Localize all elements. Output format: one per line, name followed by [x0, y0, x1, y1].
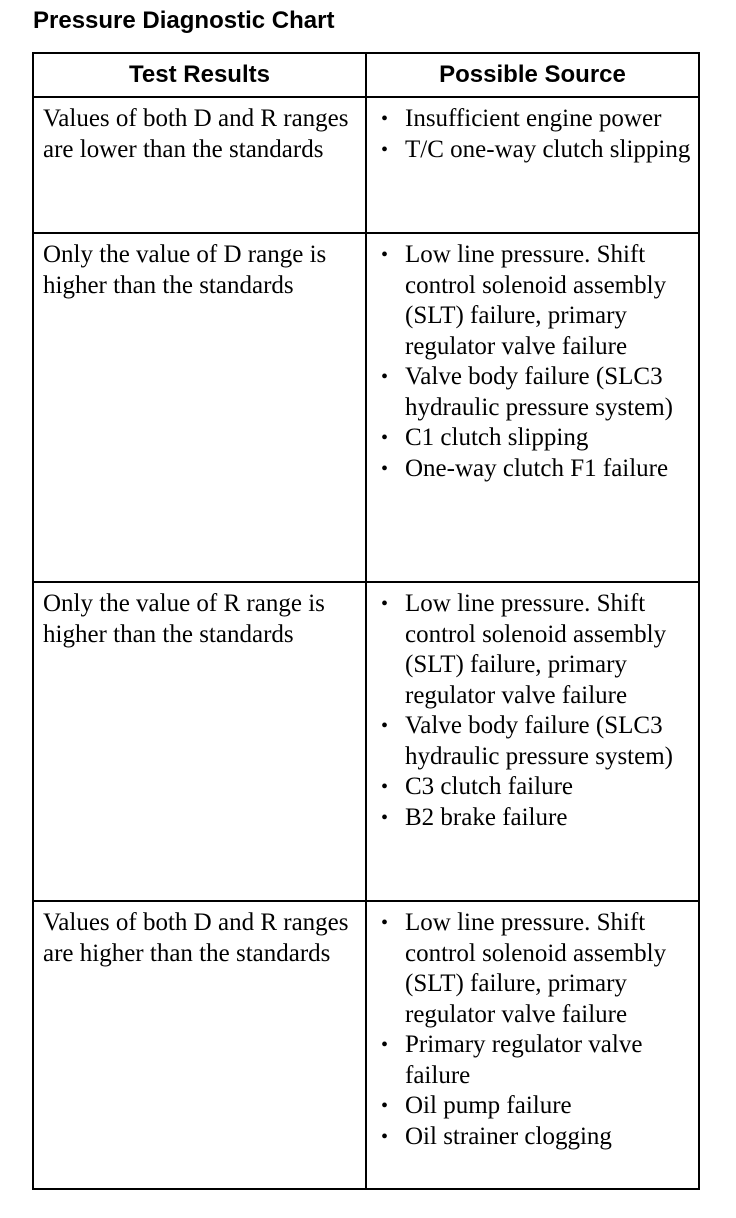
bullet-icon: •	[381, 244, 389, 266]
test-result-cell	[33, 582, 366, 901]
source-list	[367, 902, 698, 1158]
possible-source-cell	[366, 97, 699, 233]
source-text: Valve body failure (SLC3 hydraulic pressure system)	[405, 363, 673, 421]
bullet-icon: •	[381, 457, 389, 480]
source-list	[367, 234, 698, 490]
bullet-icon: •	[381, 776, 389, 798]
source-text: Oil pump failure	[405, 1092, 572, 1119]
source-text: C3 clutch failure	[405, 773, 573, 800]
bullet-icon: •	[381, 1034, 389, 1056]
source-text: Oil strainer clogging	[405, 1122, 612, 1150]
bullet-icon: •	[381, 593, 389, 615]
source-text: One-way clutch F1 failure	[405, 454, 669, 482]
bullet-icon: •	[381, 427, 389, 449]
source-list	[367, 583, 698, 839]
page-title: Pressure Diagnostic Chart	[33, 7, 335, 34]
table-row	[33, 582, 699, 901]
source-item	[375, 908, 692, 1030]
possible-source-cell	[366, 901, 699, 1189]
source-item	[375, 772, 692, 803]
bullet-icon: •	[381, 1095, 389, 1117]
source-text: Insufficient engine power	[405, 105, 662, 132]
source-text: Low line pressure. Shift control solenoid assembly (SLT) failure, primary regulator valve failure	[405, 590, 667, 709]
source-item	[375, 104, 692, 135]
test-result-text: Values of both D and R ranges are lower than the standards	[43, 105, 349, 163]
test-result-cell	[33, 233, 366, 582]
test-result-cell	[33, 97, 366, 233]
test-result-text: Values of both D and R ranges are higher than the standards	[43, 909, 349, 967]
source-item	[375, 135, 692, 166]
source-list	[367, 98, 698, 171]
source-text: Low line pressure. Shift control solenoid assembly (SLT) failure, primary regulator valve failure	[405, 909, 667, 1028]
source-item	[375, 1122, 692, 1153]
test-result-text: Only the value of D range is higher than the standards	[43, 241, 327, 299]
bullet-icon: •	[381, 138, 389, 161]
bullet-icon: •	[381, 912, 389, 934]
table-row	[33, 233, 699, 582]
source-item	[375, 240, 692, 362]
source-item	[375, 803, 692, 834]
source-item	[375, 589, 692, 711]
bullet-icon: •	[381, 366, 389, 388]
bullet-icon: •	[381, 1125, 389, 1148]
test-result-cell	[33, 901, 366, 1189]
table-row	[33, 901, 699, 1189]
source-item	[375, 362, 692, 423]
source-text: Low line pressure. Shift control solenoid assembly (SLT) failure, primary regulator valve failure	[405, 241, 667, 360]
source-text: Primary regulator valve failure	[405, 1031, 643, 1089]
source-item	[375, 454, 692, 485]
diagnostic-table	[32, 52, 700, 1190]
source-text: T/C one-way clutch slipping	[405, 135, 691, 163]
possible-source-cell	[366, 582, 699, 901]
source-item	[375, 1091, 692, 1122]
possible-source-cell	[366, 233, 699, 582]
header-possible-source: Possible Source	[366, 53, 699, 97]
bullet-icon: •	[381, 108, 389, 130]
table-row	[33, 97, 699, 233]
header-row	[33, 53, 699, 97]
source-item	[375, 1030, 692, 1091]
test-result-text: Only the value of R range is higher than the standards	[43, 590, 325, 648]
bullet-icon: •	[381, 806, 389, 829]
source-text: B2 brake failure	[405, 803, 568, 831]
source-item	[375, 711, 692, 772]
source-text: Valve body failure (SLC3 hydraulic pressure system)	[405, 712, 673, 770]
header-test-results: Test Results	[33, 53, 366, 97]
source-text: C1 clutch slipping	[405, 424, 589, 451]
bullet-icon: •	[381, 715, 389, 737]
source-item	[375, 423, 692, 454]
